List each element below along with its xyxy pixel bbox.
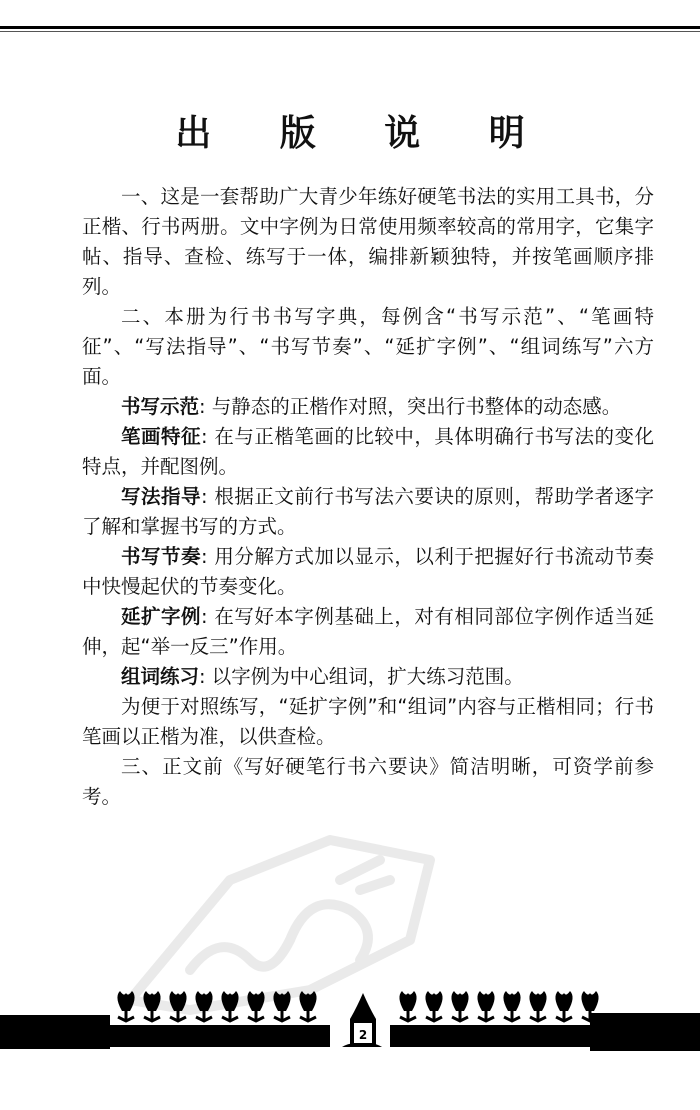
paragraph-2-text: 二、本册为行书书写字典，每例含“书写示范”、“笔画特征”、“写法指导”、“书写节奏”、“延扩字例”、“组词练写”六方面。 xyxy=(82,305,654,388)
paragraph-writing-demo xyxy=(82,392,654,422)
body-text xyxy=(82,182,654,812)
paragraph-1 xyxy=(82,182,654,302)
paragraph-3 xyxy=(82,752,654,812)
label-stroke-features: 笔画特征 xyxy=(121,425,202,448)
paragraph-stroke-features xyxy=(82,422,654,482)
label-writing-guide: 写法指导 xyxy=(121,485,202,508)
text-extended-examples: : 在写好本字例基础上，对有相同部位字例作适当延伸，起“举一反三”作用。 xyxy=(82,605,654,658)
page-title: 出 版 说 明 xyxy=(175,113,553,154)
paragraph-writing-guide xyxy=(82,482,654,542)
paragraph-note xyxy=(82,692,654,752)
paragraph-word-practice xyxy=(82,662,654,692)
paragraph-extended-examples xyxy=(82,602,654,662)
text-writing-demo: : 与静态的正楷作对照，突出行书整体的动态感。 xyxy=(199,395,622,418)
paragraph-2 xyxy=(82,302,654,392)
top-rule-thin xyxy=(0,31,700,32)
label-writing-demo: 书写示范 xyxy=(121,395,200,418)
label-word-practice: 组词练习 xyxy=(121,665,200,688)
paragraph-1-text: 一、这是一套帮助广大青少年练好硬笔书法的实用工具书，分正楷、行书两册。文中字例为日常使用频率较高的常用字，它集字帖、指导、查检、练写于一体，编排新颖独特，并按笔画顺序排列。 xyxy=(82,185,654,298)
footer-ornament xyxy=(0,985,700,1065)
label-extended-examples: 延扩字例 xyxy=(121,605,202,628)
paragraph-note-text: 为便于对照练写，“延扩字例”和“组词”内容与正楷相同；行书笔画以正楷为准，以供查检。 xyxy=(82,695,654,748)
paragraph-writing-rhythm xyxy=(82,542,654,602)
text-writing-guide: : 根据正文前行书写法六要诀的原则，帮助学者逐字了解和掌握书写的方式。 xyxy=(82,485,654,538)
text-writing-rhythm: : 用分解方式加以显示，以利于把握好行书流动节奏中快慢起伏的节奏变化。 xyxy=(82,545,654,598)
text-word-practice: : 以字例为中心组词，扩大练习范围。 xyxy=(199,665,524,688)
top-rule xyxy=(0,26,700,29)
label-writing-rhythm: 书写节奏 xyxy=(121,545,202,568)
page-number: 2 xyxy=(358,1028,368,1042)
paragraph-3-text: 三、正文前《写好硬笔行书六要诀》简洁明晰，可资学前参考。 xyxy=(82,755,654,808)
text-stroke-features: : 在与正楷笔画的比较中，具体明确行书写法的变化特点，并配图例。 xyxy=(82,425,654,478)
